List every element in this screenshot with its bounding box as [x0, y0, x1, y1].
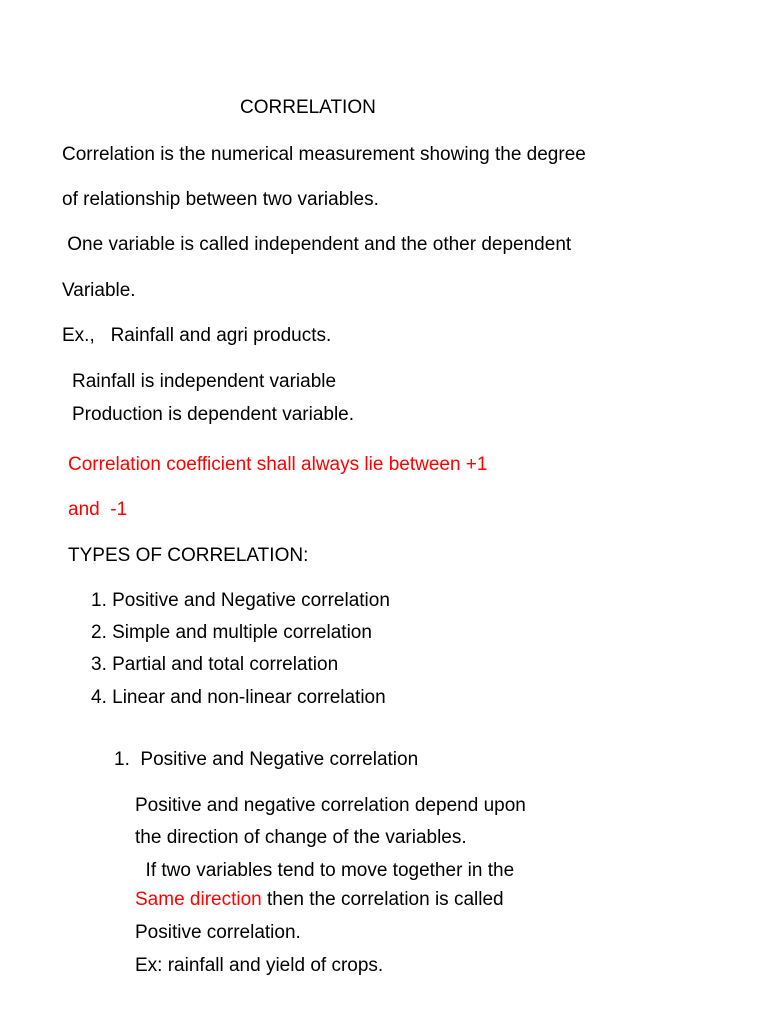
section-1-para-line-4-rest: then the correlation is called [261, 889, 504, 910]
coefficient-note-line-2: and -1 [68, 499, 128, 520]
types-list-item: 3. Partial and total correlation [91, 654, 339, 675]
section-1-para-line-5: Positive correlation. [135, 922, 301, 943]
example-dependent: Production is dependent variable. [72, 404, 355, 425]
same-direction-highlight: Same direction [135, 889, 262, 910]
intro-line-1: Correlation is the numerical measurement showing the degree [62, 144, 586, 165]
intro-line-4: Variable. [62, 280, 136, 301]
section-1-para-line-3: If two variables tend to move together in the [135, 860, 515, 881]
example-independent: Rainfall is independent variable [72, 371, 337, 392]
coefficient-note-line-1: Correlation coefficient shall always lie between +1 [68, 454, 488, 475]
types-list-item: 1. Positive and Negative correlation [91, 590, 390, 611]
example-line: Ex., Rainfall and agri products. [62, 325, 332, 346]
intro-line-3: One variable is called independent and the other dependent [62, 234, 572, 255]
page-title: CORRELATION [240, 97, 376, 118]
section-1-para-line-6: Ex: rainfall and yield of crops. [135, 955, 384, 976]
types-list-item: 4. Linear and non-linear correlation [91, 687, 386, 708]
section-1-para-line-2: the direction of change of the variables. [135, 827, 467, 848]
types-heading: TYPES OF CORRELATION: [68, 545, 309, 566]
section-1-para-line-4 [135, 888, 504, 912]
intro-line-2: of relationship between two variables. [62, 189, 379, 210]
section-1-para-line-1: Positive and negative correlation depend upon [135, 795, 526, 816]
types-list-item: 2. Simple and multiple correlation [91, 622, 372, 643]
section-1-heading: 1. Positive and Negative correlation [114, 749, 419, 770]
